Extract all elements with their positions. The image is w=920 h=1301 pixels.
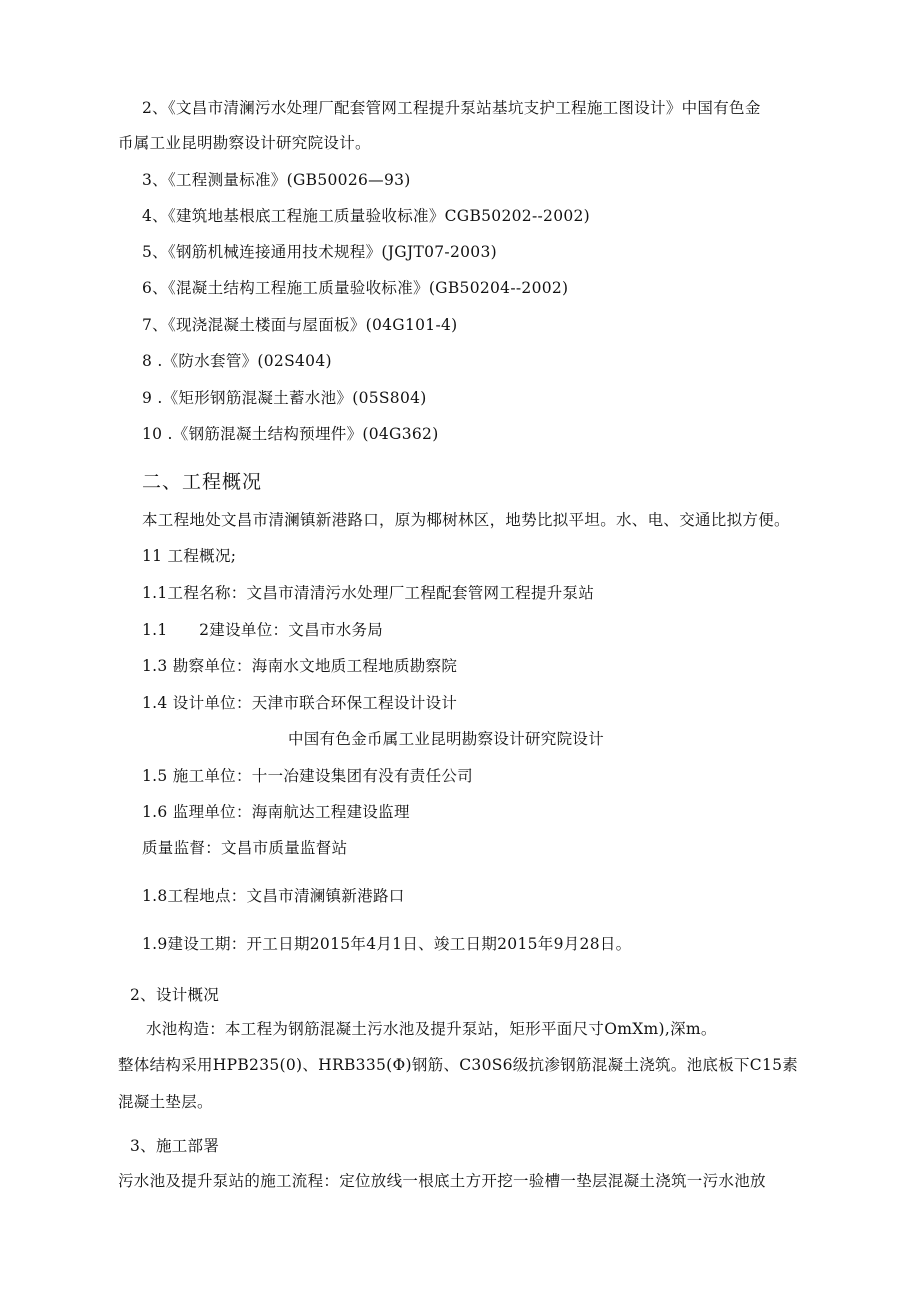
reference-item: 4、《建筑地基根底工程施工质量验收标准》CGB50202--2002) (142, 207, 591, 225)
overview-item: 1.5 施工单位：十一冶建设集团有没有责任公司 (142, 767, 473, 785)
overview-label: 11 工程概况; (142, 547, 237, 565)
intro-paragraph: 本工程地处文昌市清澜镇新港路口，原为椰树林区，地势比拟平坦。水、电、交通比拟方便。 (142, 511, 790, 529)
overview-item: 1.8工程地点：文昌市清澜镇新港路口 (142, 887, 405, 905)
overview-item: 1.4 设计单位：天津市联合环保工程设计设计 (142, 694, 458, 712)
overview-item-continuation: 中国有色金币属工业昆明勘察设计研究院设计 (288, 730, 605, 748)
reference-item: 10 .《钢筋混凝土结构预埋件》(04G362) (142, 425, 439, 443)
overview-item: 1.9建设工期：开工日期2015年4月1日、竣工日期2015年9月28日。 (142, 935, 632, 953)
overview-item: 1.1工程名称：文昌市清清污水处理厂工程配套管网工程提升泵站 (142, 584, 595, 602)
overview-item: 1.1 2建设单位：文昌市水务局 (142, 621, 384, 639)
reference-item: 6、《混凝土结构工程施工质量验收标准》(GB50204--2002) (142, 279, 569, 297)
deployment-heading: 3、施工部署 (130, 1137, 220, 1155)
reference-item: 7、《现浇混凝土楼面与屋面板》(04G101-4) (142, 316, 458, 334)
reference-item-continuation: 币属工业昆明勘察设计研究院设计。 (118, 134, 371, 152)
design-line: 整体结构采用HPB235(0)、HRB335(Φ)钢筋、C30S6级抗渗钢筋混凝土浇筑。池底板下C15素 (118, 1056, 799, 1074)
overview-item: 1.6 监理单位：海南航达工程建设监理 (142, 803, 410, 821)
reference-item: 9 .《矩形钢筋混凝土蓄水池》(05S804) (142, 389, 427, 407)
deployment-line: 污水池及提升泵站的施工流程：定位放线一根底土方开挖一验槽一垫层混凝土浇筑一污水池放 (118, 1172, 766, 1190)
design-heading: 2、设计概况 (130, 986, 220, 1004)
reference-item: 3、《工程测量标准》(GB50026—93) (142, 171, 411, 189)
section-heading: 二、工程概况 (142, 471, 263, 493)
design-line: 混凝土垫层。 (118, 1093, 213, 1111)
reference-item: 2、《文昌市清澜污水处理厂配套管网工程提升泵站基坑支护工程施工图设计》中国有色金 (142, 99, 761, 117)
overview-item: 1.3 勘察单位：海南水文地质工程地质勘察院 (142, 657, 458, 675)
design-line: 水池构造：本工程为钢筋混凝土污水池及提升泵站，矩形平面尺寸OmXm),深m。 (146, 1020, 717, 1038)
reference-item: 5、《钢筋机械连接通用技术规程》(JGJT07-2003) (142, 243, 497, 261)
reference-item: 8 .《防水套管》(02S404) (142, 352, 332, 370)
overview-item: 质量监督：文昌市质量监督站 (142, 839, 348, 857)
